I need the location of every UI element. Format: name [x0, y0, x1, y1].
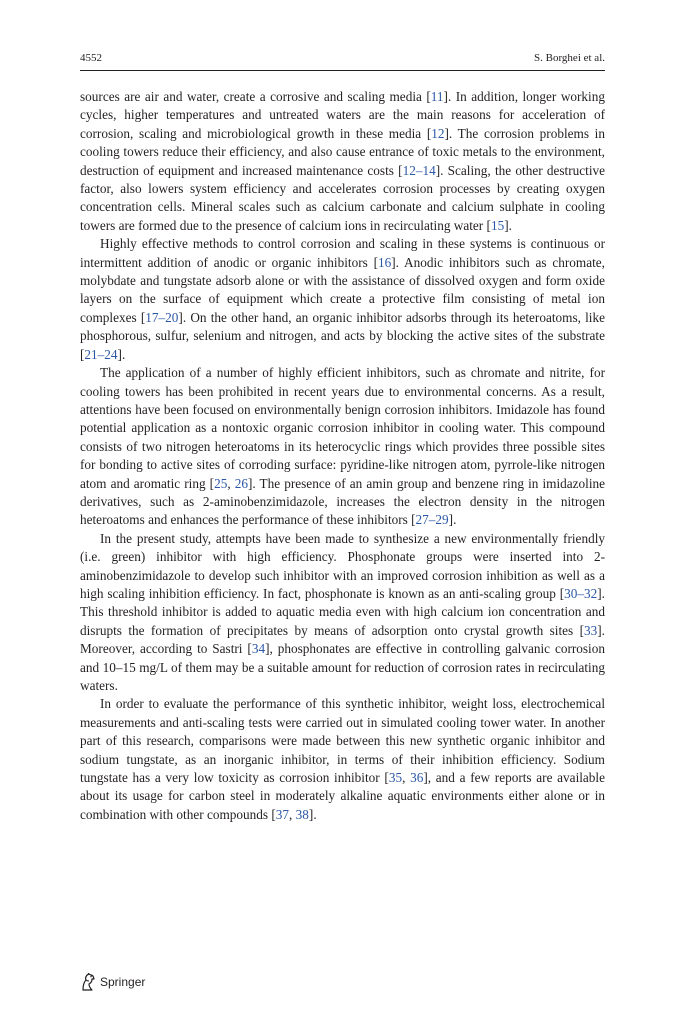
publisher-name: Springer — [100, 975, 146, 989]
running-head-authors: S. Borghei et al. — [534, 52, 605, 64]
citation-link[interactable]: 21–24 — [84, 346, 118, 362]
running-head — [80, 50, 605, 66]
page-number: 4552 — [80, 52, 102, 64]
paragraph-text: ]. On the other hand, an organic inhibitor adsorbs through its heteroatoms, like phosphorous, sulfur, selenium and nitrogen, and acts by blocking the active sites of the substrate [ — [80, 309, 605, 362]
citation-link[interactable]: 34 — [251, 641, 266, 657]
page-footer — [80, 972, 145, 992]
citation-link[interactable]: 37 — [275, 806, 290, 822]
citation-link[interactable]: 12 — [431, 125, 445, 141]
paragraph-text: Highly effective methods to control corrosion and scaling in these systems is continuous or intermittent addition of anodic or organic inhibitors [ — [80, 236, 605, 270]
citation-link[interactable]: 38 — [295, 806, 309, 822]
article-body — [80, 88, 605, 824]
citation-link[interactable]: 25 — [214, 475, 228, 491]
citation-link[interactable]: 30–32 — [564, 585, 598, 601]
citation-link[interactable]: 15 — [490, 217, 505, 233]
paragraph-text: In the present study, attempts have been made to synthesize a new environmentally friendly (i.e. green) inhibitor with high efficiency. Phosphonate groups were inserted into 2-aminobenzimidazole to develop such inhibitor with an improved corrosion inhibition as well as a high scaling inhibition efficiency. In fact, phosphonate is known as an anti-scaling group [ — [80, 530, 605, 601]
paragraph-text: ]. Moreover, according to Sastri [ — [80, 622, 605, 657]
paragraph-text: The application of a number of highly efficient inhibitors, such as chromate and nitrite, for cooling towers has been prohibited in recent years due to environmental concerns. As a result, attentions have been focused on environmentally benign corrosion inhibitors. Imidazole has found potential application as a nontoxic organic corrosion inhibitor in cooling water. This compound consists of two nitrogen heteroatoms in its heterocyclic rings which provides three possible sites for bonding to active sites of corroding surface: pyridine-like nitrogen atom, pyrrole-like nitrogen atom and aromatic ring [ — [80, 365, 605, 491]
citation-link[interactable]: 17–20 — [145, 309, 179, 325]
paragraph-text: , — [402, 770, 411, 786]
paragraph-text: ]. Anodic inhibitors such as chromate, molybdate and tungstate adsorb alone or with the assistance of dissolved oxygen and form oxide layers on the surface of equipment which create a protective film consisting of metal ion complexes [ — [80, 254, 605, 325]
paragraph-text: ], and a few reports are available about its usage for carbon steel in moderately alkaline aquatic environments either alone or in combination with other compounds [ — [80, 770, 605, 822]
paragraph-text: ]. — [504, 217, 512, 233]
paragraph-text: , — [227, 475, 235, 491]
journal-page — [80, 0, 605, 1036]
citation-link[interactable]: 27–29 — [415, 512, 449, 528]
body-paragraph — [80, 695, 605, 824]
citation-link[interactable]: 12–14 — [402, 162, 436, 178]
paragraph-text: ]. The corrosion problems in cooling towers reduce their efficiency, and also cause entrance of toxic metals to the environment, destruction of equipment and increased maintenance costs [ — [80, 125, 605, 178]
citation-link[interactable]: 16 — [377, 254, 392, 270]
paragraph-text: ]. — [117, 346, 126, 362]
body-paragraph — [80, 364, 605, 530]
paragraph-text: ]. This threshold inhibitor is added to aquatic media even with high calcium ion concentration and disrupts the formation of precipitates by means of adsorption onto crystal growth sites [ — [80, 585, 605, 638]
paragraph-text: In order to evaluate the performance of this synthetic inhibitor, weight loss, electrochemical measurements and anti-scaling tests were carried out in simulated cooling tower water. In another part of this research, comparisons were made between this new synthetic organic inhibitor and sodium tungstate, as an inorganic inhibitor, in terms of their inhibition efficiency. Sodium tungstate has a very low toxicity as corrosion inhibitor [ — [80, 696, 605, 786]
paragraph-text: sources are air and water, create a corrosive and scaling media [ — [80, 89, 431, 104]
paragraph-text: ], phosphonates are effective in controlling galvanic corrosion and 10–15 mg/L of them may be a suitable amount for reduction of corrosion rates in recirculating waters. — [80, 641, 605, 693]
paragraph-text: ]. Scaling, the other destructive factor, also lowers system efficiency and accelerates corrosion processes by creating oxygen concentration cells. Mineral scales such as calcium carbonate and calcium sulphate in cooling towers are formed due to the presence of calcium ions in recirculating water [ — [80, 162, 606, 233]
citation-link[interactable]: 35 — [388, 770, 403, 786]
citation-link[interactable]: 36 — [410, 770, 424, 786]
paragraph-text: ]. The presence of an amin group and benzene ring in imidazoline derivatives, such as 2-aminobenzimidazole, increases the electron density in the nitrogen heteroatoms and enhances the performance of these inhibitors [ — [80, 475, 606, 528]
header-rule — [80, 70, 605, 71]
body-paragraph — [80, 530, 605, 696]
citation-link[interactable]: 11 — [430, 89, 444, 104]
paragraph-text: ]. In addition, longer working cycles, higher temperatures and untreated waters are the main reasons for acceleration of corrosion, scaling and microbiological growth in these media [ — [80, 89, 605, 141]
paragraph-text: ]. — [308, 806, 317, 822]
springer-horse-icon — [80, 973, 96, 991]
paragraph-text: ]. — [448, 512, 457, 528]
body-paragraph — [80, 88, 605, 235]
body-paragraph — [80, 235, 605, 364]
paragraph-text: , — [289, 806, 296, 822]
citation-link[interactable]: 26 — [234, 475, 248, 491]
citation-link[interactable]: 33 — [584, 622, 598, 638]
